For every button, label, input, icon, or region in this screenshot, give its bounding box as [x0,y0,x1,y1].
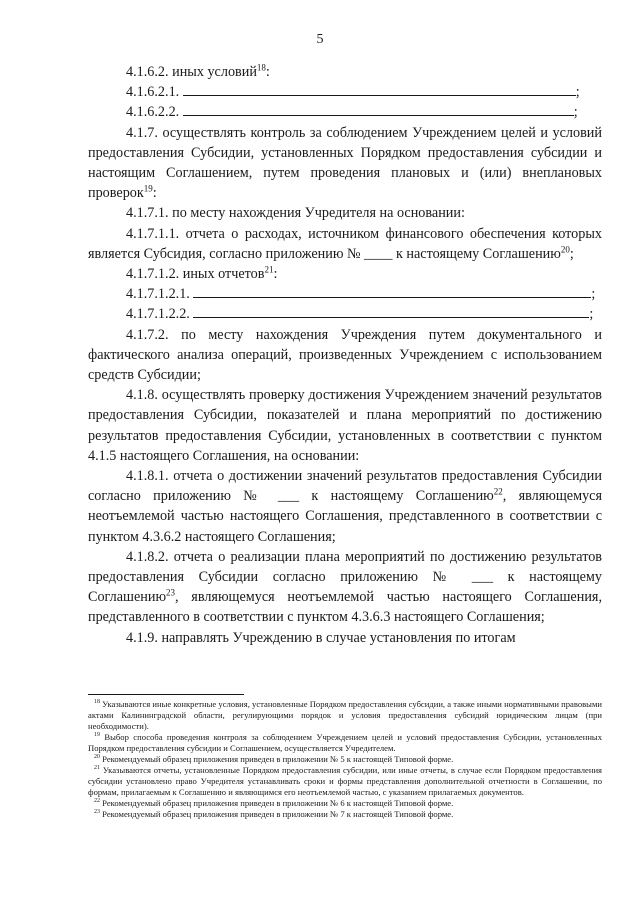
clause-end: ; [591,286,596,303]
clause-4-1-6-2-2 [88,102,602,122]
clause-label: 4.1.7.1.2.1. [126,286,190,303]
clause-text: 4.1.7.1. по месту нахождения Учредителя на основании: [126,205,465,222]
blank-line [193,284,591,298]
clause-4-1-8-1 [88,466,602,547]
footnote-number: 20 [94,754,100,761]
clause-text: 4.1.6.2. иных условий [126,64,257,80]
clause-4-1-7-1-2-1 [88,284,602,304]
footnote-ref: 23 [166,587,176,598]
clause-4-1-6-2 [88,62,602,82]
footnote-ref: 20 [560,244,570,255]
clause-4-1-6-2-1 [88,82,602,102]
clause-4-1-7-1-1 [88,224,602,264]
footnote-text: Указываются отчеты, установленные Порядком предоставления субсидии, или иные отчеты, в случае если Порядком предоставления субсидии установлено право Учредителя устанавливать сроки и формы представления дополнительной отчетности в Соглашении, по формам, прилагаемым к Соглашению и являющимся его неотъемлемой частью, с указанием прилагаемых документов. [88,765,602,797]
clause-4-1-7 [88,123,602,204]
footnote-19 [88,732,602,754]
footnote-number: 18 [94,699,100,706]
footnote-ref: 18 [256,62,266,73]
clause-4-1-8 [88,385,602,466]
page-number: 5 [316,32,324,47]
clause-label: 4.1.6.2.2. [126,104,180,121]
clause-tail: , являющемуся неотъемлемой частью настоящего Соглашения, представленного в соответствии с пунктом 4.3.6.2 настоящего Соглашения; [88,488,602,545]
blank-line [183,82,576,96]
document-body [88,62,602,648]
footnote-ref: 21 [264,264,274,275]
clause-4-1-7-1-2 [88,264,602,284]
clause-label: 4.1.7.1.2.2. [126,306,190,323]
footnote-text: Указываются иные конкретные условия, установленные Порядком предоставления субсидии, а также иными нормативными правовыми актами Калининградской области, регулирующими порядок и условия предоставления субсидий юридическим лицам (при необходимости). [88,699,602,731]
footnote-number: 19 [94,732,100,739]
clause-text: 4.1.7. осуществлять контроль за соблюдением Учреждением целей и условий предоставления Субсидии, установленных Порядком предоставления субсидии и настоящим Соглашением, путем проведения плановых и (или) внеплановых проверок [88,124,602,202]
blank-line [193,304,589,318]
clause-4-1-8-2 [88,547,602,628]
footnote-text: Рекомендуемый образец приложения приведен в приложении № 6 к настоящей Типовой форме. [100,798,454,808]
footnotes [88,699,602,820]
footnote-ref: 22 [493,486,503,497]
clause-text: 4.1.9. направлять Учреждению в случае установления по итогам [126,629,516,646]
footnote-text: Рекомендуемый образец приложения приведен в приложении № 5 к настоящей Типовой форме. [100,754,454,764]
clause-text: 4.1.8. осуществлять проверку достижения Учреждением значений результатов предоставления Субсидии, показателей и плана мероприятий по достижению результатов предоставления Субсидии, установленных в соответствии с пунктом 4.1.5 настоящего Соглашения, на основании: [88,387,602,464]
clause-text: 4.1.7.1.2. иных отчетов [126,266,265,283]
footnote-23 [88,809,602,820]
footnote-number: 22 [94,798,100,805]
clause-tail: : [273,266,278,283]
clause-4-1-7-1-2-2 [88,304,602,324]
clause-tail: ; [569,245,574,262]
clause-4-1-7-2 [88,325,602,386]
blank-line [183,102,574,116]
clause-tail: , являющемуся неотъемлемой частью настоящего Соглашения, представленного в соответствии с пунктом 4.3.6.3 настоящего Соглашения; [88,589,602,626]
clause-end: ; [589,306,594,323]
footnote-18 [88,699,602,732]
footnote-ref: 19 [143,183,153,194]
clause-4-1-7-1 [88,203,602,223]
footnote-21 [88,765,602,798]
clause-text: 4.1.8.1. отчета о достижении значений результатов предоставления Субсидии согласно приложению № ___ к настоящему Соглашению [88,468,602,505]
clause-text: 4.1.7.1.1. отчета о расходах, источником финансового обеспечения которых является Субсидия, согласно приложению № ____ к настоящему Соглашению [88,225,602,262]
clause-end: ; [575,84,580,101]
footnote-20 [88,754,602,765]
footnote-22 [88,798,602,809]
footnote-text: Рекомендуемый образец приложения приведен в приложении № 7 к настоящей Типовой форме. [100,809,454,819]
clause-text: 4.1.8.2. отчета о реализации плана мероприятий по достижению результатов предоставления Субсидии согласно приложению № ___ к настоящему Соглашению [88,548,602,606]
footnote-number: 21 [94,765,100,772]
clause-4-1-9 [88,628,602,648]
clause-tail: : [265,64,270,80]
clause-tail: : [152,185,157,202]
clause-end: ; [573,104,578,121]
footnote-number: 23 [94,809,100,816]
footnote-text: Выбор способа проведения контроля за соблюдением Учреждением целей и условий предоставления Субсидии, установленных Порядком предоставления субсидии и Соглашением, осуществляется Учредителем. [88,732,602,753]
clause-label: 4.1.6.2.1. [126,84,180,101]
clause-text: 4.1.7.2. по месту нахождения Учреждения путем документального и фактического анализа операций, произведенных Учреждением с использованием средств Субсидии; [88,326,602,384]
footnote-separator [88,694,244,695]
